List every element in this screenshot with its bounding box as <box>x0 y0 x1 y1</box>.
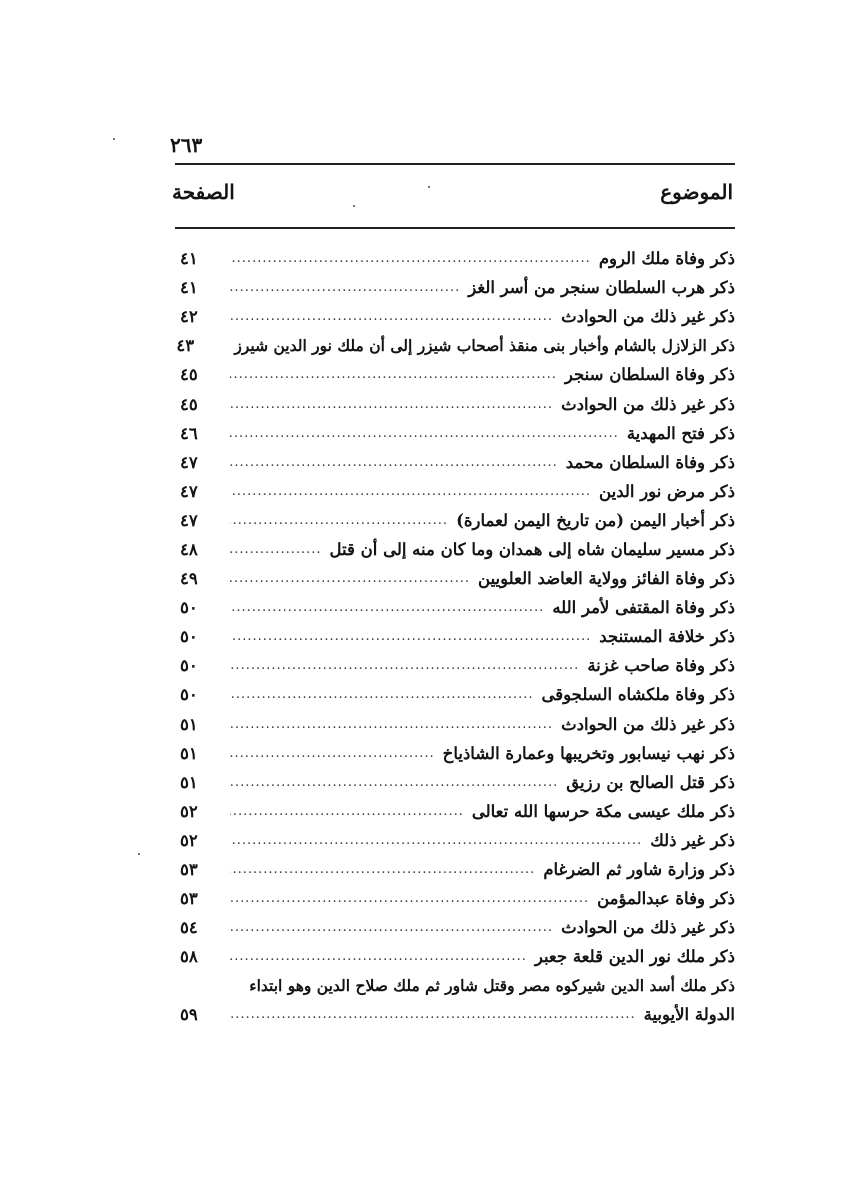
page-number: ٢٦٣ <box>170 133 203 157</box>
entry-title: ذكر وزارة شاور ثم الضرغام <box>543 860 735 880</box>
toc-entry <box>176 331 735 360</box>
entry-page: ٤٢ <box>180 307 198 327</box>
entry-title: ذكر مسير سليمان شاه إلى همدان وما كان منه إلى أن قتل <box>329 539 735 559</box>
entry-title: ذكر هرب السلطان سنجر من أسر الغز <box>468 278 735 298</box>
leader-dots <box>230 687 534 702</box>
leader-dots <box>230 629 591 644</box>
toc-entry <box>180 651 735 680</box>
entry-title: ذكر وفاة صاحب غزنة <box>587 656 735 676</box>
toc-entry <box>180 622 735 651</box>
toc-entry-line2 <box>180 1000 735 1029</box>
entry-page: ٥٠ <box>180 598 198 618</box>
entry-page: ٥٠ <box>180 627 198 647</box>
entry-page: ٥٨ <box>180 947 198 967</box>
entry-title: ذكر وفاة المقتفى لأمر الله <box>552 598 735 618</box>
entry-title: ذكر نهب نيسابور وتخريبها وعمارة الشاذياخ <box>442 743 735 763</box>
entry-title: ذكر فتح المهدية <box>626 423 735 443</box>
leader-dots <box>230 571 470 586</box>
scan-speck <box>353 205 355 207</box>
leader-dots <box>230 600 544 615</box>
entry-title: ذكر وفاة الفائز وولاية العاضد العلويين <box>478 569 735 589</box>
toc-entry <box>180 419 735 448</box>
entry-title: ذكر غير ذلك من الحوادث <box>561 918 735 938</box>
entry-page: ٤٥ <box>180 394 198 414</box>
entry-page: ٤١ <box>180 278 198 298</box>
leader-dots <box>230 426 619 441</box>
leader-dots <box>230 920 553 935</box>
scan-speck <box>428 186 430 188</box>
entry-page: ٥٤ <box>180 918 198 938</box>
toc-entry <box>180 826 735 855</box>
entry-title: ذكر غير ذلك من الحوادث <box>561 714 735 734</box>
entry-title: ذكر الزلازل بالشام وأخبار بنى منقذ أصحاب شيزر إلى أن ملك نور الدين شيرز <box>234 336 735 356</box>
leader-dots <box>230 949 527 964</box>
entry-title: ذكر وفاة السلطان سنجر <box>564 365 735 385</box>
toc-entry <box>180 564 735 593</box>
toc-entry <box>180 884 735 913</box>
toc-entry <box>180 302 735 331</box>
leader-dots <box>230 717 553 732</box>
entry-page: ٤٣ <box>176 336 195 356</box>
toc-entry <box>180 680 735 709</box>
toc-entry <box>180 535 735 564</box>
toc-entry <box>180 797 735 826</box>
toc-entry <box>180 593 735 622</box>
entry-page: ٥١ <box>180 772 198 792</box>
leader-dots <box>230 367 557 382</box>
entry-title: ذكر وفاة ملك الروم <box>598 249 735 269</box>
entry-page: ٤٧ <box>180 452 198 472</box>
toc-entry <box>180 942 735 971</box>
toc-entry <box>180 768 735 797</box>
entry-title: ذكر غير ذلك من الحوادث <box>561 394 735 414</box>
toc-entry <box>180 273 735 302</box>
scan-speck <box>138 853 140 855</box>
entry-page: ٥١ <box>180 743 198 763</box>
leader-dots <box>230 309 553 324</box>
toc-entry <box>180 913 735 942</box>
leader-dots <box>230 397 553 412</box>
entry-title: ذكر ملك عيسى مكة حرسها الله تعالى <box>471 801 735 821</box>
entry-page: ٤٥ <box>180 365 198 385</box>
entry-title: ذكر مرض نور الدين <box>599 481 735 501</box>
leader-dots <box>230 746 435 761</box>
entry-page: ٤٩ <box>180 569 198 589</box>
entry-page: ٤٧ <box>180 481 198 501</box>
leader-dots <box>230 280 460 295</box>
toc-entry <box>180 855 735 884</box>
toc-entry <box>180 244 735 273</box>
entry-page: ٥٣ <box>180 860 198 880</box>
header-subject-label: الموضوع <box>660 180 733 204</box>
header-rule-top <box>175 163 735 165</box>
leader-dots <box>230 542 322 557</box>
entry-title: ذكر خلافة المستنجد <box>599 627 735 647</box>
leader-dots <box>230 775 558 790</box>
leader-dots <box>230 513 448 528</box>
leader-dots <box>230 862 535 877</box>
entry-title: ذكر غير ذلك <box>650 830 735 850</box>
entry-title: ذكر قتل الصالح بن رزيق <box>566 772 735 792</box>
leader-dots <box>230 891 589 906</box>
entry-title: ذكر ملك نور الدين قلعة جعبر <box>534 947 735 967</box>
entry-page: ٥٢ <box>180 801 198 821</box>
entry-title-continued: الدولة الأيوبية <box>643 1005 735 1025</box>
toc-entry <box>180 506 735 535</box>
entry-page: ٥٩ <box>180 1005 198 1025</box>
table-of-contents <box>176 244 735 1030</box>
toc-entry <box>180 360 735 389</box>
entry-title: ذكر وفاة ملكشاه السلجوقى <box>541 685 735 705</box>
toc-entry <box>180 448 735 477</box>
entry-title: ذكر أخبار اليمن (من تاريخ اليمن لعمارة) <box>456 510 735 530</box>
toc-entry <box>180 477 735 506</box>
entry-page: ٥٣ <box>180 889 198 909</box>
entry-title: ذكر وفاة السلطان محمد <box>565 452 735 472</box>
entry-title: ذكر ملك أسد الدين شيركوه مصر وقتل شاور ثم ملك صلاح الدين وهو ابتداء <box>249 976 735 996</box>
leader-dots <box>230 251 591 266</box>
header-page-label: الصفحة <box>172 180 235 204</box>
toc-entry-line1 <box>180 971 735 1000</box>
entry-title: ذكر وفاة عبدالمؤمن <box>597 889 735 909</box>
leader-dots <box>230 658 579 673</box>
entry-page: ٤٧ <box>180 510 198 530</box>
entry-page: ٤٦ <box>180 423 198 443</box>
leader-dots <box>230 1007 636 1022</box>
entry-page: ٥١ <box>180 714 198 734</box>
toc-entry <box>180 389 735 418</box>
entry-title: ذكر غير ذلك من الحوادث <box>561 307 735 327</box>
entry-page: ٥٠ <box>180 685 198 705</box>
header-rule-bottom <box>175 227 735 229</box>
toc-entry <box>180 739 735 768</box>
entry-page: ٤١ <box>180 249 198 269</box>
scan-speck <box>113 138 115 140</box>
leader-dots <box>230 804 464 819</box>
leader-dots <box>230 455 558 470</box>
leader-dots <box>230 833 642 848</box>
entry-page: ٥٠ <box>180 656 198 676</box>
entry-page: ٥٢ <box>180 830 198 850</box>
toc-entry <box>180 710 735 739</box>
leader-dots <box>230 484 591 499</box>
entry-page: ٤٨ <box>180 539 198 559</box>
